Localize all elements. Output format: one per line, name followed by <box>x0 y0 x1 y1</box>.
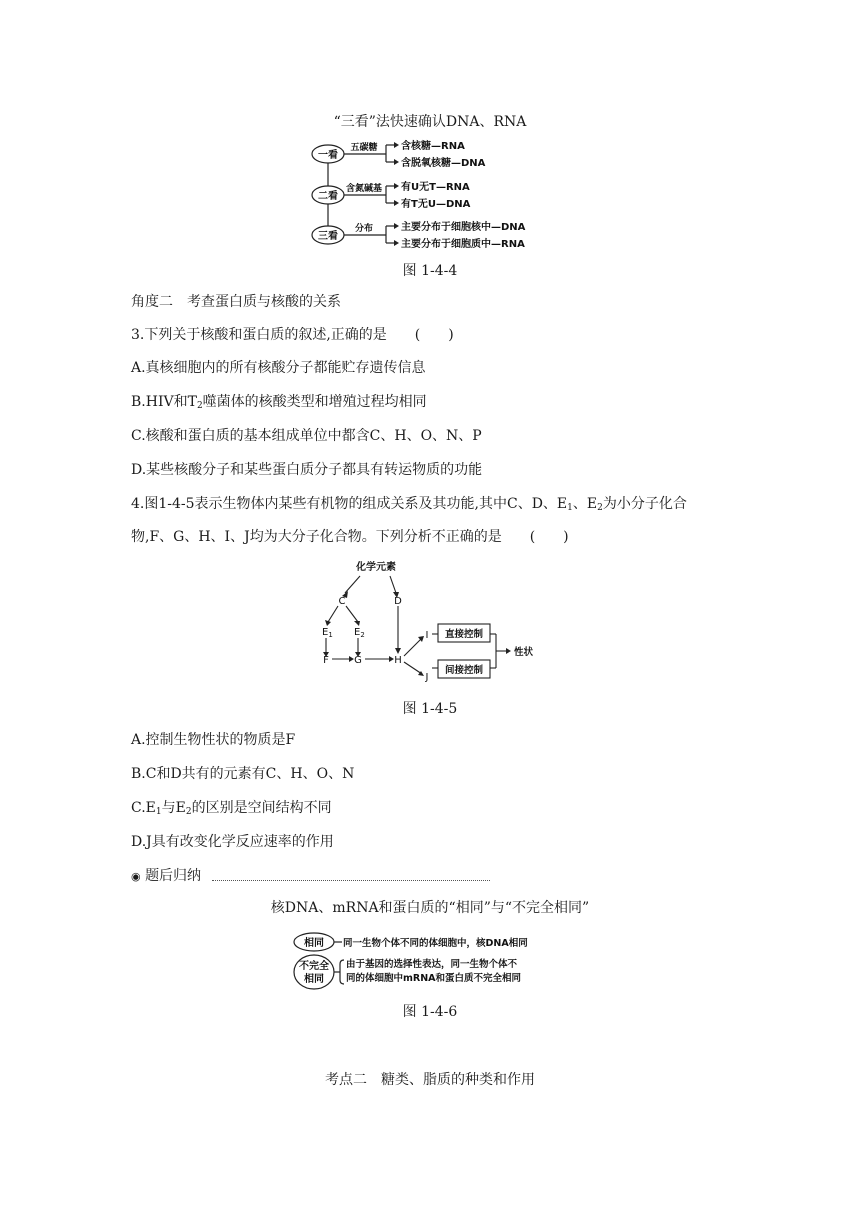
same-notsame-diagram <box>290 930 570 992</box>
result-t-no-u: 有T无U—DNA <box>401 199 471 210</box>
summary-dotted-rule <box>212 880 490 881</box>
node-e1: $E_1$ <box>322 627 333 639</box>
summary-heading: ◉ 题后归纳 <box>131 868 202 884</box>
figure-caption-1-4-4: 图 1-4-4 <box>402 263 458 279</box>
diagram-title-dna-rna: “三看”法快速确认DNA、RNA <box>333 114 527 130</box>
node-d: D <box>394 596 402 607</box>
node-i: I <box>425 630 429 641</box>
question-4-option-a: A.控制生物性状的物质是F <box>131 732 296 748</box>
not-same-description-2: 同的体细胞中mRNA和蛋白质不完全相同 <box>346 973 522 984</box>
direct-control-label: 直接控制 <box>444 629 484 640</box>
same-description: 同一生物个体不同的体细胞中，核DNA相同 <box>343 938 528 949</box>
node-f: F <box>323 655 329 666</box>
step-three-label: 三看 <box>318 231 338 242</box>
angle-two-heading: 角度二 考查蛋白质与核酸的关系 <box>131 294 341 310</box>
not-same-description-1: 由于基因的选择性表达，同一生物个体不 <box>346 959 518 970</box>
organic-compound-diagram <box>310 558 550 688</box>
question-4-stem-line1: 4.图1-4-5表示生物体内某些有机物的组成关系及其功能,其中C、D、$E_1$、$E_2$为小分子化合 <box>131 496 687 513</box>
chemical-elements-label: 化学元素 <box>356 562 396 573</box>
step-one-label: 一看 <box>318 150 338 161</box>
question-3-option-b: B.HIV和$T_2$噬菌体的核酸类型和增殖过程均相同 <box>131 394 427 411</box>
indirect-control-label: 间接控制 <box>444 665 484 676</box>
not-same-label-2: 相同 <box>304 974 324 985</box>
category-base: 含氮碱基 <box>345 184 383 194</box>
category-pentose: 五碳糖 <box>350 143 378 153</box>
result-nucleus: 主要分布于细胞核中—DNA <box>401 222 526 233</box>
result-u-no-t: 有U无T—RNA <box>401 182 470 193</box>
same-label: 相同 <box>304 938 324 949</box>
question-4-option-c: $C.E_1$与$E_2$的区别是空间结构不同 <box>131 800 332 817</box>
summary-title: 核DNA、mRNA和蛋白质的“相同”与“不完全相同” <box>270 900 590 916</box>
question-3-option-c: C.核酸和蛋白质的基本组成单位中都含C、H、O、N、P <box>131 428 482 444</box>
figure-caption-1-4-6: 图 1-4-6 <box>402 1004 458 1020</box>
result-deoxyribose: 含脱氧核糖—DNA <box>401 158 486 169</box>
result-ribose: 含核糖—RNA <box>401 141 465 152</box>
question-4-option-d: D.J具有改变化学反应速率的作用 <box>131 834 334 850</box>
three-look-diagram <box>300 134 580 256</box>
result-cytoplasm: 主要分布于细胞质中—RNA <box>401 239 525 250</box>
trait-label: 性状 <box>514 647 534 658</box>
question-3-stem: 3.下列关于核酸和蛋白质的叙述,正确的是 ( ) <box>131 327 454 343</box>
section-two-heading: 考点二 糖类、脂质的种类和作用 <box>325 1072 535 1088</box>
bullet-icon: ◉ <box>131 870 141 883</box>
category-distribution: 分布 <box>354 224 374 234</box>
figure-caption-1-4-5: 图 1-4-5 <box>402 701 458 717</box>
step-two-label: 二看 <box>318 191 338 202</box>
node-h: H <box>394 655 402 666</box>
question-4-stem-line2: 物,F、G、H、I、J均为大分子化合物。下列分析不正确的是 ( ) <box>131 529 569 545</box>
question-3-option-d: D.某些核酸分子和某些蛋白质分子都具有转运物质的功能 <box>131 462 483 478</box>
question-4-option-b: B.C和D共有的元素有C、H、O、N <box>131 766 355 782</box>
not-same-label-1: 不完全 <box>299 961 329 972</box>
node-j: J <box>425 672 429 683</box>
node-e2: $E_2$ <box>354 627 365 639</box>
node-c: C <box>338 596 346 607</box>
question-3-option-a: A.真核细胞内的所有核酸分子都能贮存遗传信息 <box>131 360 426 376</box>
node-g: G <box>354 655 362 666</box>
